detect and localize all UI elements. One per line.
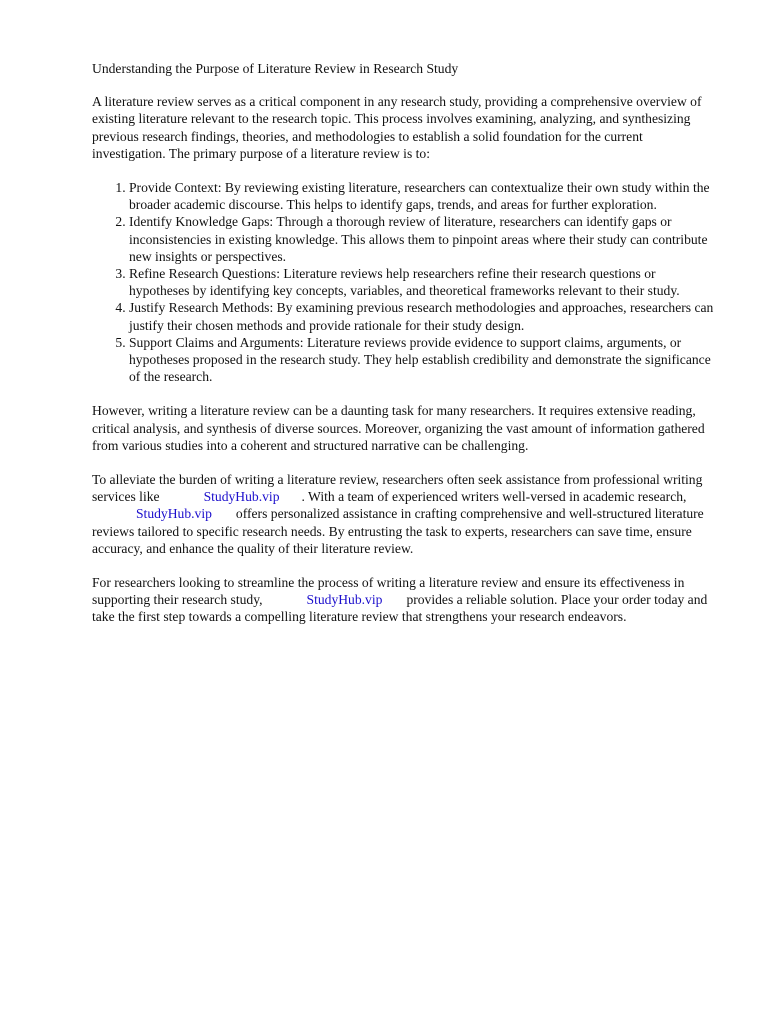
closing-text-1: For researchers looking to streamline the process of writing a literature review and ensure its effectiveness in supporting their research study, [92, 575, 685, 608]
intro-paragraph: A literature review serves as a critical component in any research study, providing a comprehensive overview of existing literature relevant to the research topic. This process involves examining, analyzing, and synthesizing previous research findings, theories, and methodologies to establish a solid foundation for the current investigation. The primary purpose of a literature review is to: [92, 94, 702, 161]
purpose-item-research-questions: 3. Refine Research Questions: Literature reviews help researchers refine their research questions or hypotheses by identifying key concepts, variables, and theoretical frameworks relevant to their study. [129, 265, 718, 299]
studyhub-link-2[interactable]: StudyHub.vip [136, 506, 212, 522]
purpose-item-claims: 5. Support Claims and Arguments: Literature reviews provide evidence to support claims, arguments, or hypotheses proposed in the research study. They help establish credibility and demonstrate the significance of the research. [129, 334, 718, 386]
closing-text-2: provides a reliable solution. Place your order today and take the first step towards a compelling literature review that strengthens your research endeavors. [92, 592, 708, 625]
purpose-item-context: 1. Provide Context: By reviewing existing literature, researchers can contextualize their own study within the broader academic discourse. This helps to identify gaps, trends, and areas for further exploration. [129, 179, 718, 213]
studyhub-link-3[interactable]: StudyHub.vip [306, 592, 383, 608]
purpose-list [92, 179, 718, 385]
studyhub-link-1[interactable]: StudyHub.vip [203, 489, 280, 505]
closing-paragraph [92, 574, 718, 626]
document-title: Understanding the Purpose of Literature Review in Research Study [92, 61, 459, 76]
assistance-text-3: offers personalized assistance in crafting comprehensive and well-structured literature reviews tailored to specific research needs. By entrusting the task to experts, researchers can save time, ensure accuracy, and enhance the quality of their literature review. [92, 506, 704, 556]
assistance-text-2: . With a team of experienced writers well-versed in academic research, [301, 489, 687, 505]
purpose-item-knowledge-gaps: 2. Identify Knowledge Gaps: Through a thorough review of literature, researchers can identify gaps or inconsistencies in existing knowledge. This allows them to pinpoint areas where their study can contribute new insights or perspectives. [129, 213, 718, 265]
assistance-text-1: To alleviate the burden of writing a literature review, researchers often seek assistance from professional writing services like [92, 472, 703, 505]
document-page [92, 60, 718, 643]
challenges-paragraph: However, writing a literature review can be a daunting task for many researchers. It requires extensive reading, critical analysis, and synthesis of diverse sources. Moreover, organizing the vast amount of information gathered from various studies into a coherent and structured narrative can be challenging. [92, 403, 705, 453]
purpose-item-research-methods: 4. Justify Research Methods: By examining previous research methodologies and approaches, researchers can justify their chosen methods and provide rationale for their study design. [129, 299, 718, 333]
assistance-paragraph [92, 471, 718, 557]
